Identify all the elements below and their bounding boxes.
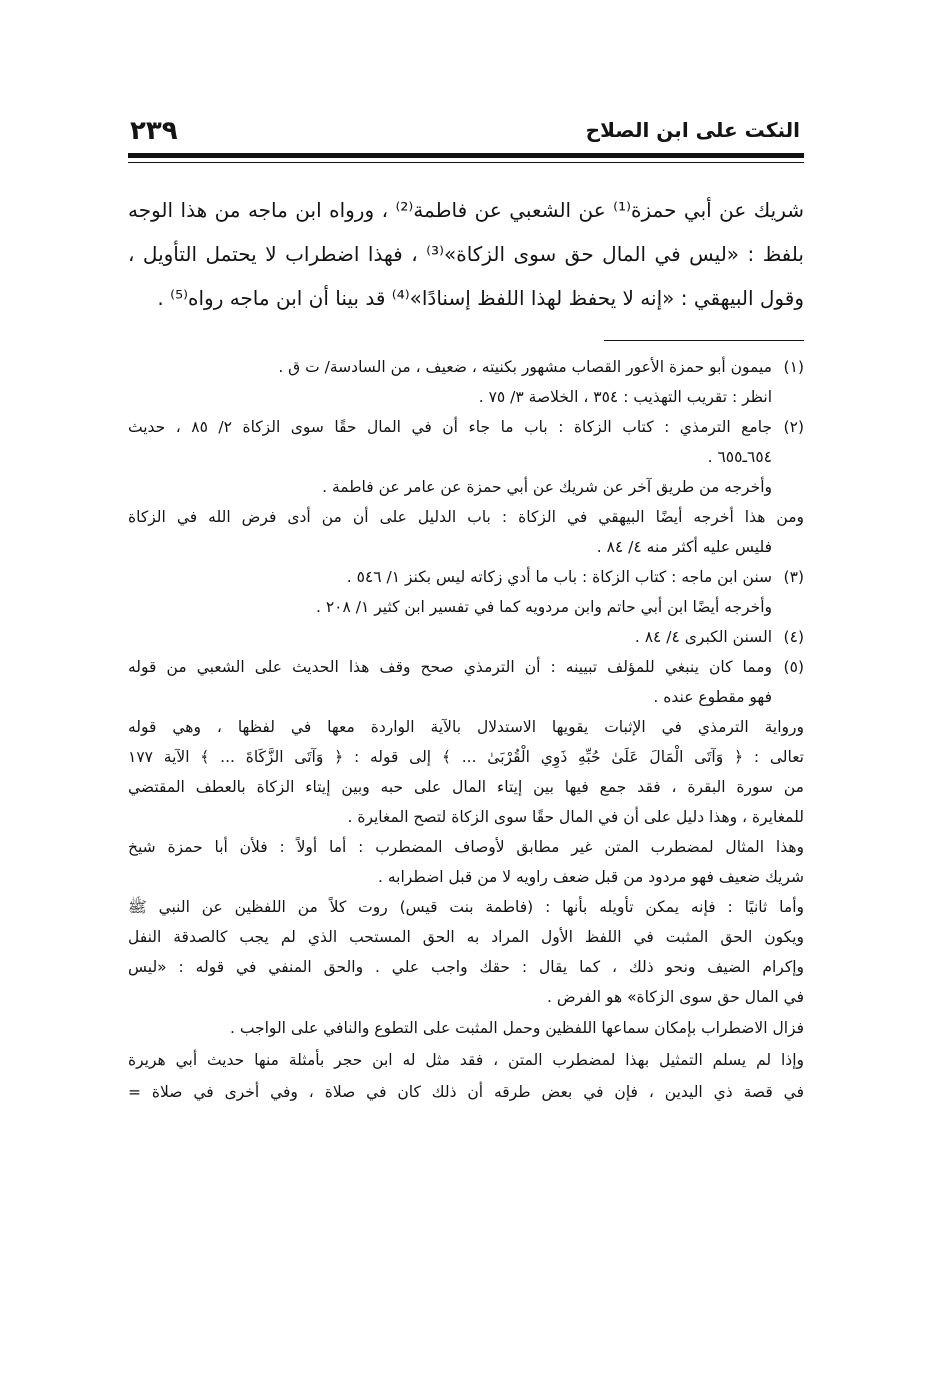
footnote-line: فهو مقطوع عنده . xyxy=(653,688,772,706)
footnote-text: السنن الكبرى ٤/ ٨٤ . xyxy=(634,628,772,646)
footnote-number: (١) xyxy=(783,358,804,376)
footnote-line xyxy=(128,622,804,652)
footnote-text: سنن ابن ماجه : كتاب الزكاة : باب ما أدي زكاته ليس بكنز ١/ ٥٤٦ . xyxy=(346,568,772,586)
footnote-line: وأخرجه من طريق آخر عن شريك عن أبي حمزة عن عامر عن فاطمة . xyxy=(322,478,772,496)
body-line: شريك عن أبي حمزة⁽¹⁾ عن الشعبي عن فاطمة⁽²⁾ ، ورواه ابن ماجه من هذا الوجه xyxy=(128,198,804,222)
footnote-line: للمغايرة ، وهذا دليل على أن في المال حقًا سوى الزكاة لتصح المغايرة . xyxy=(347,808,804,826)
footnote-line xyxy=(128,562,804,592)
page-header xyxy=(130,118,800,154)
footnote-line xyxy=(128,412,804,442)
footnote-line: في المال حق سوى الزكاة» هو الفرض . xyxy=(547,988,804,1006)
footnote-line: من سورة البقرة ، فقد جمع فيها بين إيتاء المال على حبه وبين إيتاء الزكاة بالعطف المقتضي xyxy=(128,778,804,796)
footnote-line: تعالى : ﴿ وَآتَى الْمَالَ عَلَىٰ حُبِّهِ ذَوِي الْقُرْبَىٰ ... ﴾ إلى قوله : ﴿ وَآتَى الزَّكَاةَ ... ﴾ الآية ١٧٧ xyxy=(128,748,804,766)
body-line: بلفظ : «ليس في المال حق سوى الزكاة»⁽³⁾ ، فهذا اضطراب لا يحتمل التأويل ، xyxy=(128,242,804,266)
footnote-line: وأخرجه أيضًا ابن أبي حاتم وابن مردويه كما في تفسير ابن كثير ١/ ٢٠٨ . xyxy=(315,598,772,616)
footnote-line: فليس عليه أكثر منه ٤/ ٨٤ . xyxy=(596,538,772,556)
footnote-number: (٤) xyxy=(783,628,804,646)
footnote-line: ومن هذا أخرجه أيضًا البيهقي في الزكاة : باب الدليل على أن من أدى فرض الله في الزكاة xyxy=(128,508,804,526)
footnote-line: ورواية الترمذي في الإثبات يقويها الاستدلال بالآية الواردة معها في لفظها ، وهي قوله xyxy=(128,718,804,736)
footnote-line: وإكرام الضيف ونحو ذلك ، كما يقال : حقك واجب علي . والحق المنفي في قوله : «ليس xyxy=(128,958,804,976)
footnote-line: وإذا لم يسلم التمثيل بهذا لمضطرب المتن ، فقد مثل له ابن حجر بأمثلة منها حديث أبي هريرة xyxy=(128,1051,804,1069)
footnote-line: ويكون الحق المثبت في اللفظ الأول المراد به الحق المستحب الذي لم يجب كالصدقة النفل xyxy=(128,928,804,946)
footnote-text: ومما كان ينبغي للمؤلف تبيينه : أن الترمذي صحح وقف هذا الحديث على الشعبي من قوله xyxy=(128,658,772,676)
footnote-line: وهذا المثال لمضطرب المتن غير مطابق لأوصاف المضطرب : أما أولاً : فلأن أبا حمزة شيخ xyxy=(128,838,804,856)
footnote-line: ٦٥٤ـ٦٥٥ . xyxy=(707,448,772,466)
footnote-line: في قصة ذي اليدين ، فإن في بعض طرقه أن ذلك كان في صلاة ، وفي أخرى في صلاة = xyxy=(128,1083,804,1101)
footnote-number: (٢) xyxy=(783,418,804,436)
running-title: النكت على ابن الصلاح xyxy=(585,118,800,142)
body-line: وقول البيهقي : «إنه لا يحفظ لهذا اللفظ إسنادًا»⁽⁴⁾ قد بينا أن ابن ماجه رواه⁽⁵⁾ . xyxy=(157,286,804,310)
page-number: ٢٣٩ xyxy=(130,116,178,146)
footnote-line: انظر : تقريب التهذيب : ٣٥٤ ، الخلاصة ٣/ ٧٥ . xyxy=(478,388,772,406)
footnote-line: وأما ثانيًا : فإنه يمكن تأويله بأنها : (فاطمة بنت قيس) روت كلاً من اللفظين عن النبي ﷺ xyxy=(128,898,804,916)
header-rule-thick xyxy=(128,153,804,158)
footnote-text: ميمون أبو حمزة الأعور القصاب مشهور بكنيته ، ضعيف ، من السادسة/ ت ق . xyxy=(278,358,772,376)
header-rule-thin xyxy=(128,162,804,163)
footnote-line: فزال الاضطراب بإمكان سماعها اللفظين وحمل المثبت على التطوع والنافي على الواجب . xyxy=(229,1019,804,1037)
footnote-text: جامع الترمذي : كتاب الزكاة : باب ما جاء أن في المال حقًا سوى الزكاة ٢/ ٨٥ ، حديث xyxy=(128,418,772,436)
footnote-number: (٣) xyxy=(783,568,804,586)
footnotes xyxy=(128,352,804,1108)
footnote-line xyxy=(128,652,804,682)
footnote-line: شريك ضعيف فهو مردود من قبل ضعف راويه لا من قبل اضطرابه . xyxy=(378,868,804,886)
footnote-separator xyxy=(604,340,804,341)
footnote-line xyxy=(128,352,804,382)
main-text xyxy=(128,188,804,320)
footnote-number: (٥) xyxy=(783,658,804,676)
